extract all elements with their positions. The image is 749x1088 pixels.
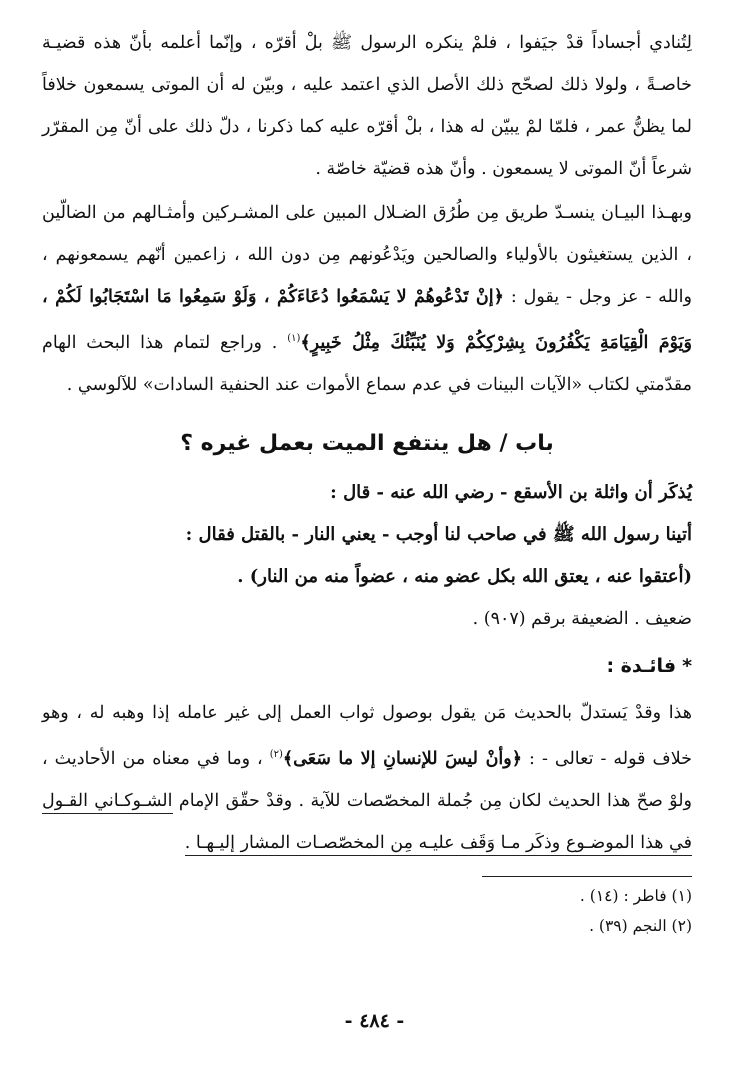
quran-verse-najm: ﴿وأنْ ليسَ للإنسانِ إلا ما سَعَى﴾ (282, 748, 522, 769)
quran-verse-fatir: ﴿إنْ تَدْعُوهُمْ لا يَسْمَعُوا دُعَاءَكُمْ ، وَلَوْ سَمِعُوا مَا اسْتَجَابُوا لَكُمْ ، وَيَوْمَ الْقِيَامَةِ يَكْفُرُونَ بِشِرْكِكُمْ وَلا يُنَبِّئُكَ مِثْلُ خَبِيرٍ﴾ (42, 287, 692, 353)
paragraph-1: لِتُنادي أجساداً قدْ جيَفوا ، فلمْ ينكره الرسول ﷺ بلْ أقرّه ، وإنّما أعلمه بأنّ هذه قضيـة خاصـةً ، ولولا ذلك لصحّح ذلك الأصل الذي اعتمد عليه ، وبيّن له أن الموتى يسمعون خلافاً لما يظنُّ عمر ، فلمّا لمْ يبيّن له هذا ، بلْ أقرّه عليه كما ذكرنا ، دلّ ذلك على أنّ مِن المقرّر شرعاً أنّ الموتى لا يسمعون . وأنّ هذه قضيّة خاصّة . (42, 33, 692, 179)
benefit-text-mid: ، وما في معناه من الأحاديث ، ولوْ صحّ هذا الحديث لكان مِن جُملة المخصّصات للآية . وقدْ حقّق الإمام (42, 748, 692, 811)
benefit-paragraph (42, 692, 692, 864)
page-number: - ٤٨٤ - (344, 1010, 405, 1032)
page-content (42, 22, 692, 941)
chapter-title: باب / هل ينتفع الميت بعمل غيره ؟ (180, 430, 554, 456)
footnote-ref-1: (١) (287, 333, 301, 344)
paragraph-2-start: وبهـذا البيـان ينسـدّ طريق مِن طُرُق الضـلال المبين على المشـركين وأمثـالهم من الضالّين ، الذين يستغيثون بالأولياء والصالحين ويَدْعُونهم مِن دون الله ، زاعمين أنّهم يسمعونهم ، والله - عز وجل - يقول : (42, 203, 692, 307)
hadith-text: (أعتقوا عنه ، يعتق الله بكل عضو منه ، عضواً منه من النار) . (237, 565, 692, 587)
hadith-line: أتينا رسول الله ﷺ في صاحب لنا أوجب - يعني النار - بالقتل فقال : (185, 523, 692, 545)
hadith-intro: يُذكَر أن واثلة بن الأسقع - رضي الله عنه - قال : (330, 481, 692, 503)
footnote-ref-2: (٢) (269, 748, 283, 760)
footnote-1: (١) فاطر : (١٤) . (579, 886, 692, 905)
benefit-text-last: الشـوكـاني القـول في هذا الموضـوع وذكَر مـا وَقَف عليـه مِن المخصّصـات المشار إليـهـا . (42, 791, 692, 856)
benefit-heading-label: فائـدة : (606, 654, 677, 677)
star-bullet-icon: * (682, 654, 692, 677)
paragraph-2-end: . وراجع لتمام هذا البحث الهام مقدّمتي لكتاب «الآيات البينات في عدم سماع الأموات عند الحنفية السادات» للآلوسي . (42, 332, 692, 395)
benefit-heading (42, 646, 692, 686)
hadith-grade: ضعيف . الضعيفة برقم (٩٠٧) . (472, 608, 692, 629)
footnote-2: (٢) النجم (٣٩) . (589, 916, 692, 935)
footnote-divider (482, 876, 692, 877)
paragraph-2 (42, 192, 692, 406)
benefit-text-start: هذا وقدْ يَستدلّ بالحديث مَن يقول بوصول ثواب العمل إلى غير عامله إذا وهبه له ، وهو خلاف قوله - تعالى - : (42, 702, 692, 769)
